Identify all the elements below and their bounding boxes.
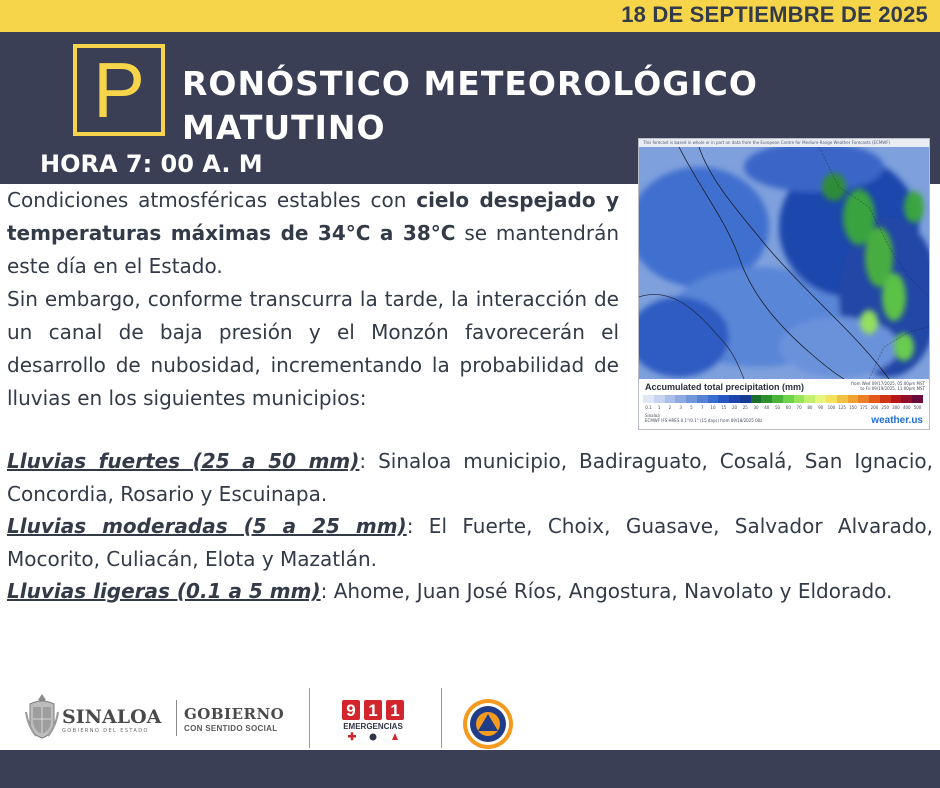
legend-tick: 3 <box>679 405 682 410</box>
legend-tick: 90 <box>818 405 824 410</box>
legend-swatch <box>880 395 891 403</box>
gobierno-logo-text: GOBIERNO <box>184 705 285 723</box>
legend-tick: 150 <box>849 405 857 410</box>
legend-swatch <box>783 395 794 403</box>
emergencias-911-logo <box>340 698 406 744</box>
map-legend <box>639 379 929 429</box>
legend-tick: 500 <box>913 405 922 410</box>
legend-tick: 100 <box>827 405 836 410</box>
legend-swatch <box>837 395 848 403</box>
legend-swatch <box>708 395 719 403</box>
rain-light-text: : Ahome, Juan José Ríos, Angostura, Navolato y Eldorado. <box>320 579 893 603</box>
legend-tick: 20 <box>731 405 738 410</box>
logo-divider <box>441 688 442 748</box>
conditions-text-a: Condiciones atmosféricas estables con <box>7 188 417 212</box>
legend-swatch <box>729 395 740 403</box>
911-digit-2: 1 <box>368 701 378 720</box>
sentido-social-text: CON SENTIDO SOCIAL <box>184 724 278 733</box>
legend-swatch <box>794 395 805 403</box>
legend-tick: 300 <box>892 405 900 410</box>
rain-moderate <box>7 510 933 576</box>
911-digit-1: 9 <box>346 701 356 720</box>
911-digit-3: 1 <box>390 701 400 720</box>
paragraph-conditions <box>7 184 619 283</box>
conditions-text-b: se mantendrán este día en el Estado. <box>7 221 620 278</box>
title-initial-letter: P <box>92 46 146 134</box>
legend-swatch <box>848 395 859 403</box>
legend-tick: 70 <box>796 405 802 410</box>
legend-tick: 25 <box>742 405 748 410</box>
legend-tick: 250 <box>881 405 890 410</box>
title-line-2: MATUTINO <box>182 108 386 147</box>
legend-swatch <box>697 395 708 403</box>
legend-swatch <box>858 395 869 403</box>
bulletin-time: HORA 7: 00 A. M <box>40 150 263 178</box>
legend-swatch <box>901 395 912 403</box>
legend-swatch <box>761 395 772 403</box>
legend-range <box>851 381 925 391</box>
rain-light <box>7 575 933 608</box>
rain-heavy-label: Lluvias fuertes (25 a 50 mm) <box>7 449 360 473</box>
footer-logos <box>0 684 940 750</box>
legend-title: Accumulated total precipitation (mm) <box>645 382 805 392</box>
logo-divider <box>176 700 177 736</box>
legend-tick: 60 <box>785 405 791 410</box>
legend-swatch <box>815 395 826 403</box>
legend-region: Sinaloa <box>645 413 660 418</box>
proteccion-civil-logo <box>462 698 514 750</box>
legend-swatch <box>718 395 729 403</box>
legend-swatch <box>665 395 676 403</box>
emergencias-text: EMERGENCIAS <box>343 722 403 731</box>
legend-model: ECMWF IFS HRES 0.1°/0.1° (15 days) from 09/18/2025 00z <box>645 418 763 423</box>
legend-swatch <box>654 395 665 403</box>
legend-swatch <box>912 395 923 403</box>
sinaloa-logo-text: SINALOA <box>62 706 162 728</box>
rain-heavy <box>7 445 933 511</box>
legend-color-scale <box>643 395 923 403</box>
legend-tick: 5 <box>690 405 693 410</box>
map-caption: This forecast is based in whole or in part on data from the European Centre for Medium-Range Weather Forecasts (ECMWF) <box>643 140 891 145</box>
legend-tick: 1 <box>657 405 661 410</box>
legend-swatch <box>740 395 751 403</box>
legend-range-to: to Fri 09/19/2025, 11:00pm MST <box>860 386 925 391</box>
map-image <box>639 147 929 379</box>
date-bar <box>0 0 940 32</box>
sinaloa-crest-icon <box>24 692 60 740</box>
title-line-1: RONÓSTICO METEOROLÓGICO <box>182 64 758 103</box>
rain-light-label: Lluvias ligeras (0.1 a 5 mm) <box>7 579 321 603</box>
title-initial-box <box>73 44 165 136</box>
paragraph-forecast: Sin embargo, conforme transcurra la tarde, la interacción de un canal de baja presión y el Monzón favorecerán el desarrollo de nubosidad, incrementando la probabilidad de lluvias en los siguientes municipios: <box>7 287 619 410</box>
weather-us-logo: weather.us <box>871 415 923 426</box>
legend-tick: 40 <box>764 405 770 410</box>
legend-swatch <box>675 395 686 403</box>
precipitation-map <box>638 138 930 430</box>
gobierno-estado-text: GOBIERNO DEL ESTADO <box>62 728 149 734</box>
legend-ticks <box>643 405 923 410</box>
legend-swatch <box>869 395 880 403</box>
bottom-bar <box>0 750 940 788</box>
conditions-text-bold: cielo despejado y temperaturas máximas de 34°C a 38°C <box>7 188 619 245</box>
legend-tick: 10 <box>710 405 716 410</box>
legend-tick: 30 <box>753 405 759 410</box>
rain-heavy-text: : Sinaloa municipio, Badiraguato, Cosalá, San Ignacio, Concordia, Rosario y Escuinapa. <box>7 449 933 506</box>
legend-tick: 200 <box>870 405 879 410</box>
legend-tick: 80 <box>807 405 813 410</box>
legend-tick: 400 <box>902 405 911 410</box>
legend-swatch <box>686 395 697 403</box>
legend-tick: 2 <box>668 405 672 410</box>
legend-swatch <box>751 395 762 403</box>
legend-swatch <box>891 395 902 403</box>
logo-divider <box>309 688 310 748</box>
legend-swatch <box>804 395 815 403</box>
legend-swatch <box>826 395 837 403</box>
legend-tick: 0.1 <box>645 405 652 410</box>
legend-range-from: from Wed 09/17/2025, 05:00pm MST <box>851 381 925 386</box>
legend-tick: 7 <box>700 405 704 410</box>
legend-swatch <box>643 395 654 403</box>
legend-tick: 15 <box>721 405 727 410</box>
legend-swatch <box>772 395 783 403</box>
legend-tick: 125 <box>838 405 846 410</box>
bulletin-date: 18 DE SEPTIEMBRE DE 2025 <box>621 2 928 27</box>
legend-footnote <box>645 413 762 423</box>
rain-moderate-label: Lluvias moderadas (5 a 25 mm) <box>7 514 407 538</box>
legend-tick: 175 <box>859 405 868 410</box>
rain-moderate-text: : El Fuerte, Choix, Guasave, Salvador Alvarado, Mocorito, Culiacán, Elota y Mazatlán. <box>7 514 933 571</box>
legend-tick: 50 <box>775 405 781 410</box>
